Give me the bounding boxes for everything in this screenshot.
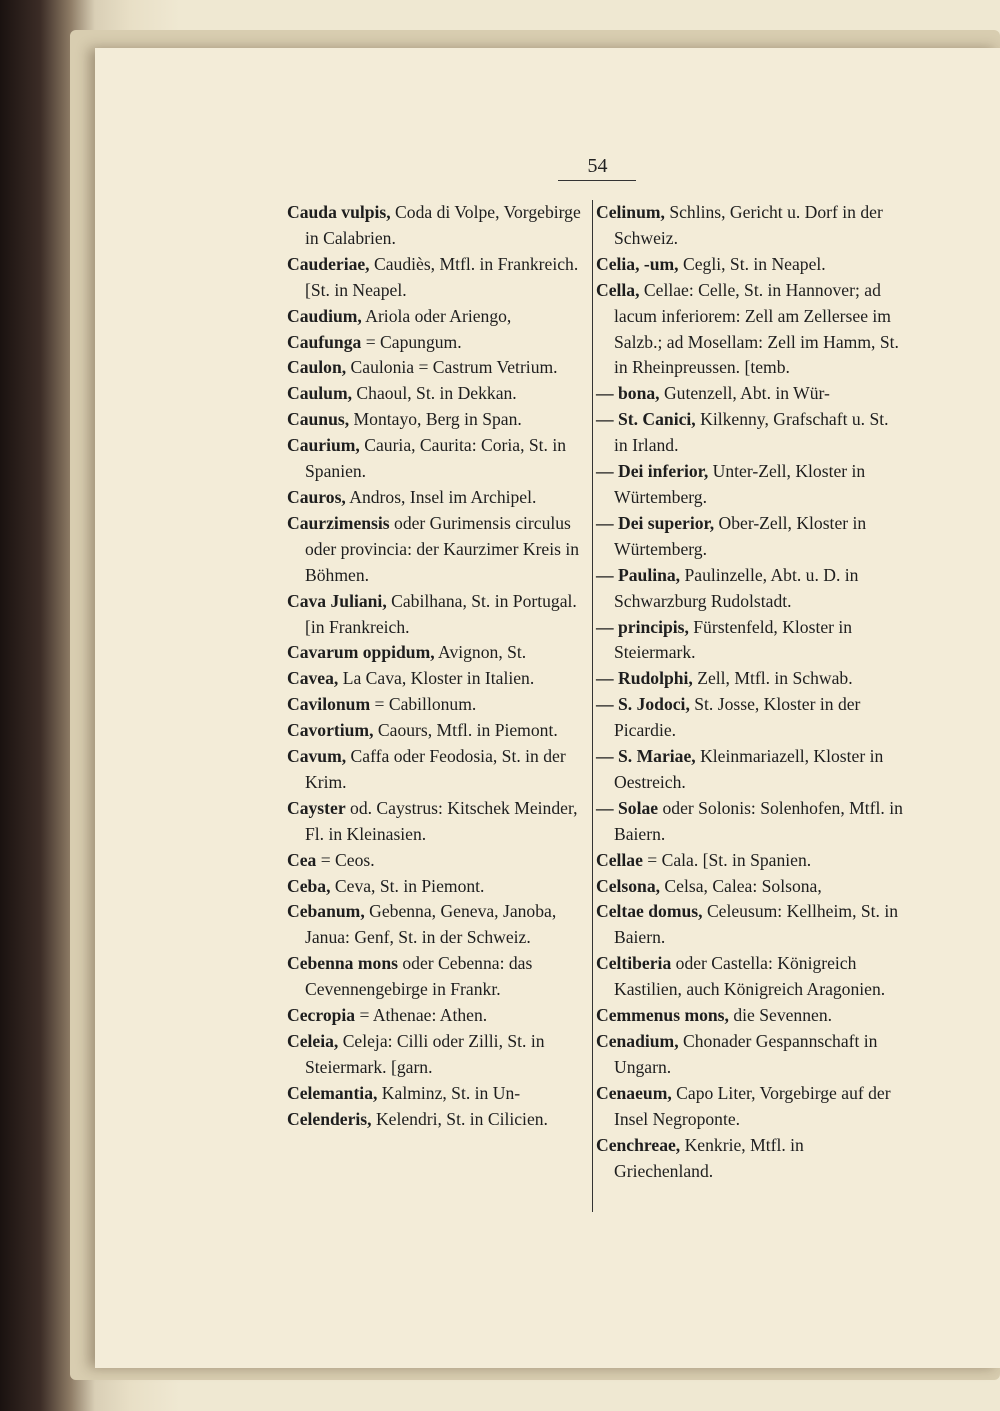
entry-headword: Celtae domus,: [596, 901, 703, 922]
entry-definition: Avignon, St.: [434, 642, 527, 663]
entry-headword: Caurium,: [287, 435, 360, 456]
dictionary-entry: [287, 407, 589, 433]
entry-definition: od. Caystrus: Kitschek Meinder, Fl. in Kleinasien.: [305, 797, 578, 844]
entry-headword: Cavum,: [287, 746, 347, 767]
entry-headword: Celtiberia: [596, 953, 672, 974]
entry-definition: oder Gurimensis circulus oder provincia: der Kaurzimer Kreis in Böhmen.: [305, 512, 580, 585]
entry-headword: — Paulina,: [596, 564, 681, 585]
entry-definition: Ceva, St. in Piemont.: [330, 875, 485, 896]
dictionary-entry: [287, 848, 589, 874]
entry-headword: Cauda vulpis,: [287, 202, 391, 222]
dictionary-entry: [287, 1107, 589, 1133]
dictionary-entry: [596, 381, 906, 407]
dictionary-entry: [596, 407, 906, 459]
dictionary-entry: [287, 1029, 589, 1081]
entry-headword: — S. Mariae,: [596, 746, 696, 767]
entry-headword: Caunus,: [287, 409, 350, 430]
dictionary-entry: [287, 899, 589, 951]
dictionary-entry: [596, 692, 906, 744]
entry-definition: oder Cebenna: das Cevennengebirge in Frankr.: [305, 953, 533, 1000]
entry-headword: Cauros,: [287, 486, 346, 507]
dictionary-entry: [596, 1081, 906, 1133]
dictionary-entry: [287, 200, 589, 252]
entry-definition: = Cabillonum.: [370, 694, 477, 715]
dictionary-entry: [287, 485, 589, 511]
dictionary-entry: [287, 252, 589, 304]
entry-definition: Capo Liter, Vorgebirge auf der Insel Negroponte.: [614, 1082, 891, 1129]
dictionary-entry: [287, 718, 589, 744]
entry-definition: Zell, Mtfl. in Schwab.: [692, 668, 853, 689]
entry-headword: — Dei inferior,: [596, 461, 709, 482]
entry-headword: Cavortium,: [287, 720, 374, 741]
entry-headword: Celinum,: [596, 202, 665, 222]
entry-definition: Caudiès, Mtfl. in Frankreich. [St. in Neapel.: [305, 253, 579, 300]
entry-definition: Cauria, Caurita: Coria, St. in Spanien.: [305, 435, 567, 482]
dictionary-entry: [596, 1029, 906, 1081]
entry-definition: Cabilhana, St. in Portugal. [in Frankreich.: [305, 590, 577, 637]
entry-definition: die Sevennen.: [728, 1005, 833, 1026]
entry-headword: Caufunga: [287, 331, 362, 352]
entry-definition: Celeusum: Kellheim, St. in Baiern.: [614, 901, 899, 948]
dictionary-entry: [287, 304, 589, 330]
dictionary-entry: [596, 1133, 906, 1185]
entry-headword: Cecropia: [287, 1005, 356, 1026]
entry-headword: Cenchreae,: [596, 1134, 681, 1155]
dictionary-entry: [287, 1081, 589, 1107]
entry-headword: Cella,: [596, 279, 640, 300]
dictionary-entry: [287, 744, 589, 796]
dictionary-entry: [287, 666, 589, 692]
entry-headword: Cayster: [287, 797, 346, 818]
entry-headword: — principis,: [596, 616, 689, 637]
entry-definition: Gutenzell, Abt. in Wür-: [659, 383, 830, 404]
entry-headword: — S. Jodoci,: [596, 694, 690, 715]
entry-definition: Andros, Insel im Archipel.: [345, 486, 537, 507]
entry-headword: Celenderis,: [287, 1108, 372, 1129]
entry-definition: Fürstenfeld, Kloster in Steiermark.: [614, 616, 853, 663]
entry-definition: Montayo, Berg in Span.: [349, 409, 522, 430]
entry-headword: Celemantia,: [287, 1082, 378, 1103]
entry-definition: Kelendri, St. in Cilicien.: [371, 1108, 548, 1129]
page-number-rule: [558, 180, 636, 181]
entry-headword: Cellae: [596, 849, 643, 870]
entry-headword: Celsona,: [596, 875, 661, 896]
entry-headword: Ceba,: [287, 875, 331, 896]
entry-definition: Celsa, Calea: Solsona,: [660, 875, 822, 896]
dictionary-entry: [596, 666, 906, 692]
entry-headword: — Dei superior,: [596, 512, 715, 533]
page-number: 54: [587, 155, 608, 177]
entry-definition: = Athenae: Athen.: [355, 1005, 488, 1026]
entry-headword: Celeia,: [287, 1031, 339, 1051]
entry-headword: Caudium,: [287, 305, 362, 326]
entry-headword: — St. Canici,: [596, 409, 696, 430]
entry-headword: Celia, -um,: [596, 253, 679, 274]
dictionary-entry: [287, 381, 589, 407]
entry-definition: oder Castella: Königreich Kastilien, auch Königreich Aragonien.: [614, 953, 886, 1000]
entry-definition: La Cava, Kloster in Italien.: [338, 668, 535, 689]
entry-headword: Caulon,: [287, 357, 347, 378]
dictionary-entry: [287, 433, 589, 485]
entry-definition: Kilkenny, Grafschaft u. St. in Irland.: [614, 409, 889, 456]
dictionary-entry: [287, 951, 589, 1003]
entry-headword: Cava Juliani,: [287, 590, 387, 611]
right-column: [596, 200, 906, 1184]
dictionary-entry: [287, 874, 589, 900]
entry-definition: Paulinzelle, Abt. u. D. in Schwarzburg Rudolstadt.: [614, 564, 859, 611]
entry-definition: Caffa oder Feodosia, St. in der Krim.: [305, 746, 566, 792]
entry-definition: Chonader Gespannschaft in Ungarn.: [614, 1031, 878, 1077]
entry-headword: Cauderiae,: [287, 253, 370, 274]
entry-headword: — bona,: [596, 383, 660, 404]
dictionary-entry: [596, 1003, 906, 1029]
entry-definition: Kenkrie, Mtfl. in Griechenland.: [614, 1134, 804, 1181]
dictionary-entry: [287, 355, 589, 381]
dictionary-entry: [596, 563, 906, 615]
dictionary-entry: [287, 796, 589, 848]
dictionary-entry: [596, 874, 906, 900]
entry-headword: Cavea,: [287, 668, 339, 689]
entry-definition: Schlins, Gericht u. Dorf in der Schweiz.: [614, 202, 883, 248]
entry-headword: — Solae: [596, 797, 659, 818]
dictionary-entry: [596, 511, 906, 563]
entry-headword: — Rudolphi,: [596, 668, 693, 689]
column-divider: [592, 200, 593, 1212]
dictionary-entry: [596, 796, 906, 848]
entry-definition: Kleinmariazell, Kloster in Oestreich.: [614, 746, 884, 792]
entry-definition: Caours, Mtfl. in Piemont.: [373, 720, 558, 741]
dictionary-entry: [596, 615, 906, 667]
dictionary-entry: [287, 1003, 589, 1029]
entry-headword: Cemmenus mons,: [596, 1005, 729, 1026]
entry-headword: Caurzimensis: [287, 512, 390, 533]
entry-definition: = Capungum.: [361, 331, 462, 352]
entry-definition: St. Josse, Kloster in der Picardie.: [614, 694, 861, 741]
entry-headword: Cebanum,: [287, 901, 365, 922]
dictionary-entry: [596, 951, 906, 1003]
entry-definition: = Cala. [St. in Spanien.: [642, 849, 812, 870]
entry-definition: Chaoul, St. in Dekkan.: [352, 383, 517, 404]
entry-definition: = Ceos.: [316, 849, 375, 870]
entry-definition: Caulonia = Castrum Vetrium.: [346, 357, 558, 378]
dictionary-entry: [596, 744, 906, 796]
entry-headword: Cenadium,: [596, 1031, 679, 1051]
entry-definition: Cegli, St. in Neapel.: [678, 253, 826, 274]
entry-headword: Cenaeum,: [596, 1082, 672, 1103]
dictionary-entry: [596, 278, 906, 382]
dictionary-entry: [287, 640, 589, 666]
dictionary-entry: [596, 200, 906, 252]
dictionary-entry: [596, 848, 906, 874]
entry-definition: oder Solonis: Solenhofen, Mtfl. in Baiern.: [614, 797, 903, 844]
entry-definition: Celeja: Cilli oder Zilli, St. in Steiermark. [garn.: [305, 1031, 545, 1077]
entry-headword: Cavilonum: [287, 694, 371, 715]
entry-definition: Coda di Volpe, Vorgebirge in Calabrien.: [305, 202, 581, 248]
dictionary-entry: [287, 511, 589, 589]
entry-definition: Unter-Zell, Kloster in Würtemberg.: [614, 461, 866, 507]
entry-definition: Ober-Zell, Kloster in Würtemberg.: [614, 512, 867, 559]
dictionary-entry: [596, 252, 906, 278]
dictionary-entry: [287, 330, 589, 356]
dictionary-entry: [596, 899, 906, 951]
dictionary-entry: [287, 692, 589, 718]
left-column: [287, 200, 589, 1133]
dictionary-entry: [596, 459, 906, 511]
entry-headword: Caulum,: [287, 383, 353, 404]
entry-headword: Cea: [287, 849, 317, 870]
entry-definition: Cellae: Celle, St. in Hannover; ad lacum inferiorem: Zell am Zellersee im Salzb.; ad Mosellam: Zell im Hamm, St. in Rheinpreussen. [temb.: [614, 279, 899, 378]
entry-headword: Cebenna mons: [287, 953, 398, 974]
entry-headword: Cavarum oppidum,: [287, 642, 435, 663]
dictionary-entry: [287, 589, 589, 641]
entry-definition: Ariola oder Ariengo,: [361, 305, 512, 326]
entry-definition: Gebenna, Geneva, Janoba, Janua: Genf, St. in der Schweiz.: [305, 901, 557, 948]
entry-definition: Kalminz, St. in Un-: [377, 1082, 521, 1103]
